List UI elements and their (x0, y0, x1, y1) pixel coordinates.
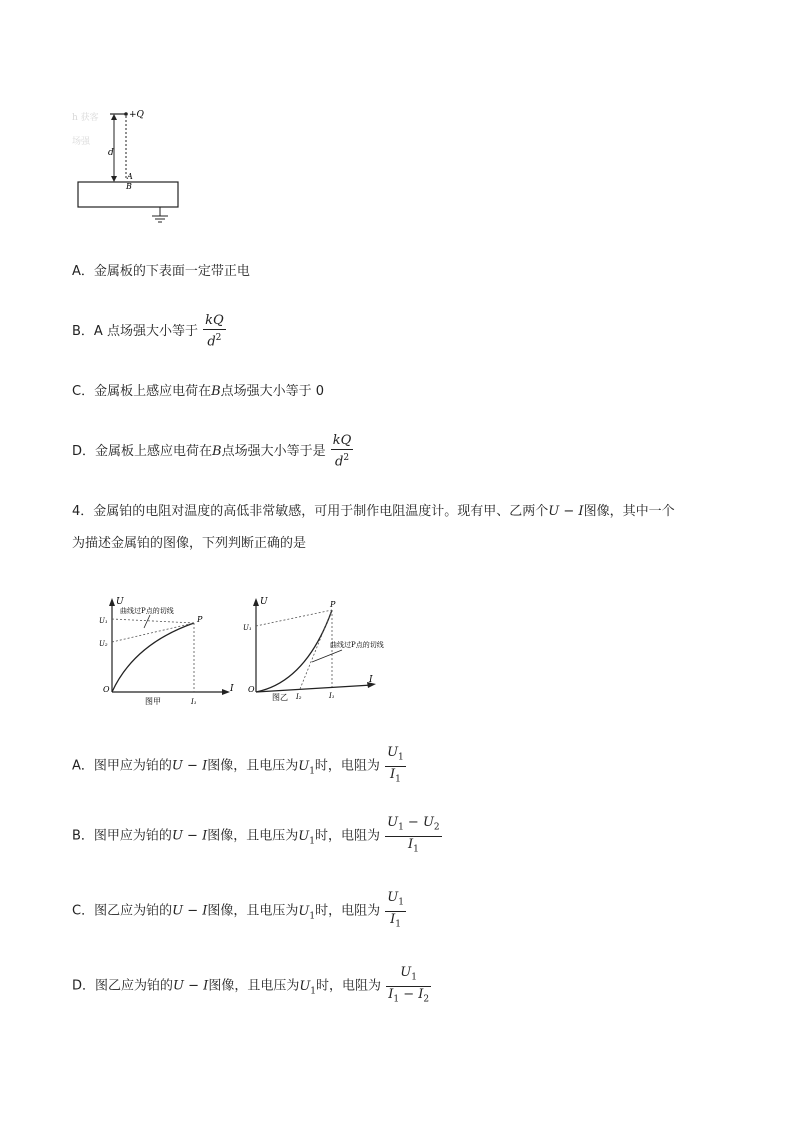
charge-label: +Q (129, 110, 144, 120)
arrow-up-icon (253, 598, 259, 606)
point-b-label: B (126, 182, 132, 191)
i2-label: I₂ (296, 693, 302, 701)
q3-option-b: B．A 点场强大小等于 $\frac{kQ}{d^2}$ (72, 313, 224, 350)
charge-plate-figure (70, 100, 200, 225)
y-axis-label: U (260, 597, 268, 607)
q3-option-c: C．金属板上感应电荷在B点场强大小等于 0 (72, 384, 325, 399)
caption: 图甲 (145, 697, 161, 706)
q3-option-a: A．金属板的下表面一定带正电 (72, 264, 250, 279)
p-label: P (330, 600, 336, 609)
x-axis-label: I (369, 675, 373, 685)
fraction-u1-over-i1-minus-i2: $\frac{U_1}{I_1 - I_2}$ (388, 965, 430, 1005)
arrow-up-icon (111, 114, 117, 120)
fraction-kq-d2: $\frac{kQ}{d^2}$ (205, 313, 224, 350)
faint-text-2: 场强 (72, 137, 91, 147)
faint-text-1: h 获客 (72, 113, 99, 123)
tangent-note: 曲线过P点的切线 (120, 607, 174, 615)
q4-stem-line-2: 为描述金属铂的图像，下列判断正确的是 (72, 536, 307, 551)
arrow-up-icon (109, 598, 115, 606)
curve (256, 610, 332, 692)
q4-option-d: D．图乙应为铂的U − I图像，且电压为$U_1$时，电阻为 $\frac{U_1}{I_1 - I_2}$ (72, 965, 431, 1011)
point-a-label: A (127, 172, 133, 181)
q4-option-a: A．图甲应为铂的U − I图像，且电压为$U_1$时，电阻为 $\frac{U_1}{I_1}$ (72, 745, 406, 791)
graph-yi (238, 592, 388, 710)
fraction-u1-over-i1: $\frac{U_1}{I_1}$ (387, 890, 404, 930)
tangent-line (112, 623, 194, 642)
y-axis-label: U (116, 597, 124, 607)
i1-label: I₁ (329, 692, 335, 700)
q3-option-d: D．金属板上感应电荷在B点场强大小等于是 $\frac{kQ}{d^2}$ (72, 433, 352, 470)
u1-label: U₁ (243, 624, 252, 632)
charge-dot (124, 112, 128, 116)
x-axis-label: I (230, 684, 234, 694)
q4-option-c: C．图乙应为铂的U − I图像，且电压为$U_1$时，电阻为 $\frac{U_1}{I_1}$ (72, 890, 406, 936)
u1-label: U₁ (99, 617, 108, 625)
arrow-right-icon (222, 689, 230, 695)
u1-dashed-line (256, 610, 332, 626)
tangent-line (300, 610, 332, 689)
fraction-kq-d2: $\frac{kQ}{d^2}$ (332, 433, 352, 470)
tangent-note: 曲线过P点的切线 (330, 641, 384, 649)
caption: 图乙 (272, 693, 288, 702)
u2-label: U₂ (99, 640, 108, 648)
origin-label: O (248, 685, 255, 694)
arrow-down-icon (111, 176, 117, 182)
graph-jia (90, 592, 240, 710)
fraction-u1-over-i1: $\frac{U_1}{I_1}$ (387, 745, 404, 785)
tangent-note-pointer (312, 650, 342, 662)
q4-stem-line-1: 4．金属铂的电阻对温度的高低非常敏感，可用于制作电阻温度计。现有甲、乙两个U − I图像，其中一个 (72, 504, 675, 519)
origin-label: O (103, 685, 110, 694)
fraction-u1-minus-u2-over-i1: $\frac{U_1 - U_2}{I_1}$ (387, 815, 440, 855)
i1-label: I₁ (191, 698, 197, 706)
distance-label: d (108, 148, 114, 158)
curve (112, 623, 194, 692)
q4-option-b: B．图甲应为铂的U − I图像，且电压为$U_1$时，电阻为 $\frac{U_1 - U_2}{I_1}$ (72, 815, 442, 861)
p-label: P (197, 615, 203, 624)
u1-dashed-line (112, 619, 194, 623)
tangent-note-pointer (144, 615, 150, 628)
